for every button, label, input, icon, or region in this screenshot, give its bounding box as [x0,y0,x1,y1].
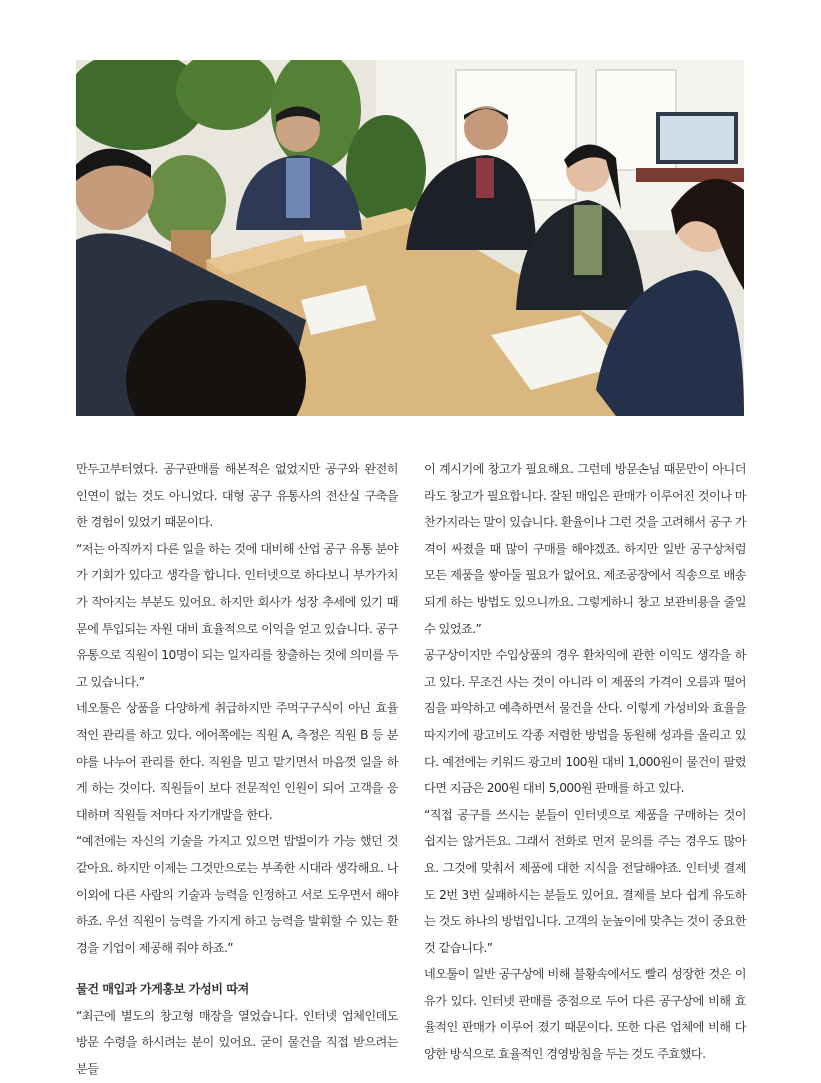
paragraph: “예전에는 자신의 기술을 가지고 있으면 밥벌이가 가능 했던 것 같아요. 하지만 이제는 그것만으로는 부족한 시대라 생각해요. 나 이외에 다른 사람의 기술과 능력을 인정하고 서로 도우면서 해야 하죠. 우선 직원이 능력을 가지게 하고 능력을 발휘할 수 있는 환경을 기업이 제공해 줘야 하죠.” [76,834,398,955]
paragraph: 이 계시기에 창고가 필요해요. 그런데 방문손님 때문만이 아니더라도 창고가 필요합니다. 잘된 매입은 판매가 이루어진 것이나 마찬가지라는 말이 있습니다. 환율이나 그런 것을 고려해서 공구 가격이 싸졌을 때 많이 구매를 해야겠죠. 하지만 일반 공구상처럼 모든 제품을 쌓아둘 필요가 없어요. 제조공장에서 직송으로 배송되게 하는 방법도 있으니까요. 그렇게하니 창고 보관비용을 줄일 수 있었죠.” [424,462,746,636]
section-subheading: 물건 매입과 가게홍보 가성비 따져 [76,982,249,997]
paragraph: “저는 아직까지 다른 일을 하는 것에 대비해 산업 공구 유통 분야가 기회가 있다고 생각을 합니다. 인터넷으로 하다보니 부가가치가 작아지는 부분도 있어요. 하지만 회사가 성장 추세에 있기 때문에 투입되는 자원 대비 효율적으로 이익을 얻고 있습니다. 공구유통으로 직원이 10명이 되는 일자리를 창출하는 것에 의미를 두고 있습니다.” [76,541,398,689]
paragraph: “최근에 별도의 창고형 매장을 열었습니다. 인터넷 업체인데도 방문 수령을 하시려는 분이 있어요. 굳이 물건을 직접 받으려는 분들 [76,1008,398,1077]
right-column [424,456,746,1068]
paragraph: 만두고부터였다. 공구판매를 해본적은 없었지만 공구와 완전히 인연이 없는 것도 아니었다. 대형 공구 유통사의 전산실 구축을 한 경험이 있었기 때문이다. [76,462,398,530]
paragraph: 네오툴은 상품을 다양하게 취급하지만 주먹구구식이 아닌 효율적인 관리를 하고 있다. 에어쪽에는 직원 A, 측정은 직원 B 등 분야를 나누어 관리를 한다. 직원을 믿고 맡기면서 마음껏 일을 하게 하는 것이다. 직원들이 보다 전문적인 인원이 되어 고객을 응대하며 직원들 저마다 자기개발을 한다. [76,701,398,822]
left-column [76,456,398,1083]
paragraph: “직접 공구를 쓰시는 분들이 인터넷으로 제품을 구매하는 것이 쉽지는 않거든요. 그래서 전화로 먼저 문의를 주는 경우도 많아요. 그것에 맞춰서 제품에 대한 지식을 전달해야죠. 인터넷 결제도 2번 3번 실패하시는 분들도 있어요. 결제를 보다 쉽게 유도하는 것도 하나의 방법입니다. 고객의 눈높이에 맞추는 것이 중요한 것 같습니다.” [424,807,746,955]
meeting-photo [76,60,744,416]
paragraph: 네오툴이 일반 공구상에 비해 불황속에서도 빨리 성장한 것은 이유가 있다. 인터넷 판매를 중점으로 두어 다른 공구상에 비해 효율적인 판매가 이루어 졌기 때문이다. 또한 다른 업체에 비해 다양한 방식으로 효율적인 경영방침을 두는 것도 주효했다. [424,967,746,1062]
paragraph: 공구상이지만 수입상품의 경우 환차익에 관한 이익도 생각을 하고 있다. 무조건 사는 것이 아니라 이 제품의 가격이 오름과 떨어짐을 파악하고 예측하면서 물건을 산다. 이렇게 가성비와 효율을 따지기에 광고비도 각종 저렴한 방법을 동원해 성과를 올리고 있다. 예전에는 키워드 광고비 100원 대비 1,000원이 물건이 팔렸다면 지금은 200원 대비 5,000원 판매를 하고 있다. [424,648,746,796]
